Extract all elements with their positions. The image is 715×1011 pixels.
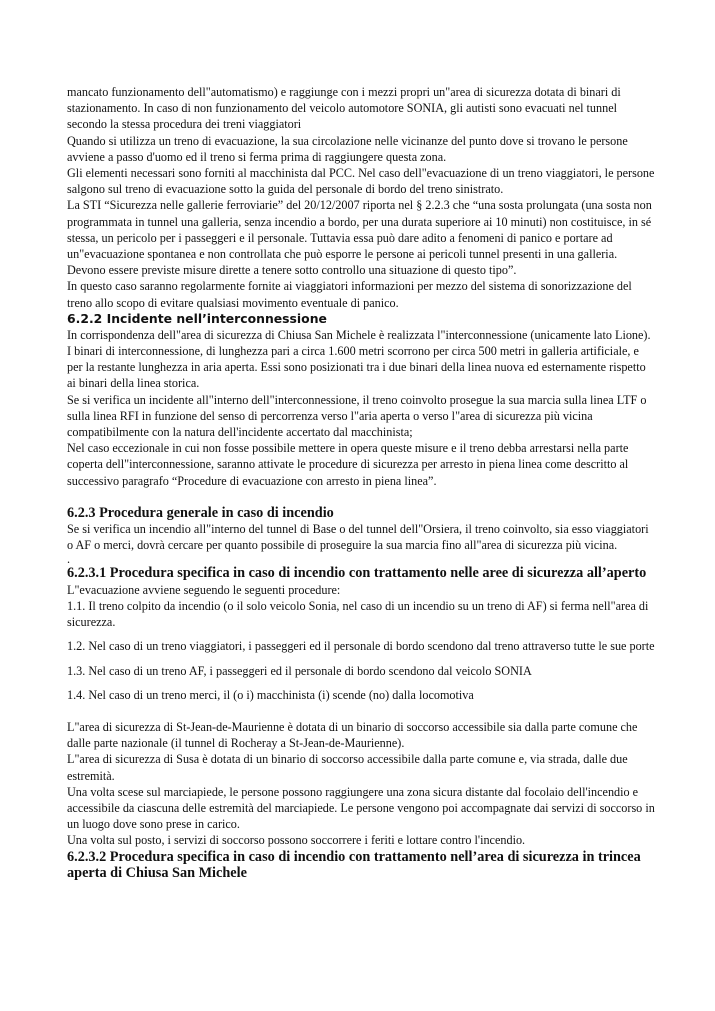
paragraph: In corrispondenza dell"area di sicurezza di Chiusa San Michele è realizzata l"interconnessione (unicamente lato Lione). I binari di interconnessione, di lunghezza pari a circa 1.600 metri scorrono per circa 500 metri in galleria artificiale, e per la restante lunghezza in aria aperta. Essi sono posizionati tra i due binari della linea nuova ed esternamente rispetto ai binari della linea storica.	[67, 327, 651, 391]
paragraph: Nel caso eccezionale in cui non fosse possibile mettere in opera queste misure e il treno debba arrestarsi nella parte coperta dell"interconnessione, saranno attivate le procedure di sicurezza per arresto in piena linea come descritto al successivo paragrafo “Procedure di evacuazione con arresto in piena linea”.	[67, 441, 629, 488]
paragraph: Se si verifica un incidente all"interno dell"interconnessione, il treno coinvolto prosegue la sua marcia sulla linea LTF o sulla linea RFI in funzione del senso di percorrenza verso l"aria aperta o verso l"area di sicurezza più vicina compatibilmente con la natura dell'incidente accertato dal macchinista;	[67, 392, 647, 440]
document-page	[67, 84, 657, 881]
spacer	[67, 655, 657, 663]
paragraph: L"area di sicurezza di Susa è dotata di un binario di soccorso accessibile dalla parte comune e, via strada, dalle due estremità.	[67, 752, 628, 783]
paragraph: Gli elementi necessari sono forniti al macchinista dal PCC. Nel caso dell"evacuazione di un treno viaggiatori, le persone salgono sul treno di evacuazione sotto la guida del personale di bordo del treno sinistrato.	[67, 166, 655, 197]
paragraph: Quando si utilizza un treno di evacuazione, la sua circolazione nelle vicinanze del punto dove si trovano le persone avviene a passo d'uomo ed il treno si ferma prima di raggiungere questa zona.	[67, 133, 628, 164]
spacer	[67, 489, 657, 505]
stray-dot: .	[67, 552, 71, 567]
list-item: 1.4. Nel caso di un treno merci, il (o i) macchinista (i) scende (no) dalla locomotiva	[67, 687, 474, 702]
spacer	[67, 679, 657, 687]
section-heading-6-2-3-2: 6.2.3.2 Procedura specifica in caso di incendio con trattamento nell’area di sicurezza in trincea aperta di Chiusa San Michele	[67, 848, 641, 881]
paragraph: Una volta sul posto, i servizi di soccorso possono soccorrere i feriti e lottare contro l'incendio.	[67, 833, 526, 848]
section-heading-6-2-2: 6.2.2 Incidente nell’interconnessione	[67, 310, 327, 326]
paragraph: La STI “Sicurezza nelle gallerie ferroviarie” del 20/12/2007 riporta nel § 2.2.3 che “una sosta prolungata (una sosta non programmata in tunnel una galleria, senza incendio a bordo, per una durata superiore ai 10 minuti) non costituisce, in sé stessa, un pericolo per i passeggeri e il personale. Tuttavia essa può dare adito a fenomeni di panico e portare ad un"evacuazione spontanea e non controllata che può esporre le persone ai pericoli tunnel presenti in una galleria. Devono essere previste misure dirette a tenere sotto controllo una situazione di questo tipo”.	[67, 198, 652, 278]
paragraph: Una volta scese sul marciapiede, le persone possono raggiungere una zona sicura distante dal focolaio dell'incendio e accessibile da ciascuna delle estremità del marciapiede. Le persone vengono poi accompagnate dai servizi di soccorso in un luogo dove sono prese in carico.	[67, 784, 655, 832]
list-item: 1.1. Il treno colpito da incendio (o il solo veicolo Sonia, nel caso di un incendio su un treno di AF) si ferma nell"area di sicurezza.	[67, 598, 649, 630]
paragraph: L"area di sicurezza di St-Jean-de-Maurienne è dotata di un binario di soccorso accessibile sia dalla parte comune che dalle parte nazionale (il tunnel di Rocheray a St-Jean-de-Maurienne).	[67, 719, 638, 751]
spacer	[67, 630, 657, 638]
paragraph: In questo caso saranno regolarmente fornite ai viaggiatori informazioni per mezzo del sistema di sonorizzazione del treno allo scopo di evitare qualsiasi movimento eventuale di panico.	[67, 279, 632, 310]
section-heading-6-2-3: 6.2.3 Procedura generale in caso di incendio	[67, 504, 334, 521]
spacer	[67, 703, 657, 719]
section-heading-6-2-3-1: 6.2.3.1 Procedura specifica in caso di incendio con trattamento nelle aree di sicurezza all’aperto	[67, 565, 647, 582]
paragraph: Se si verifica un incendio all"interno del tunnel di Base o del tunnel dell"Orsiera, il treno coinvolto, sia esso viaggiatori o AF o merci, dovrà cercare per quanto possibile di proseguire la sua marcia fino all"area di sicurezza più vicina.	[67, 522, 649, 553]
list-item: 1.3. Nel caso di un treno AF, i passeggeri ed il personale di bordo scendono dal veicolo SONIA	[67, 663, 532, 678]
paragraph: L"evacuazione avviene seguendo le seguenti procedure:	[67, 582, 341, 597]
list-item: 1.2. Nel caso di un treno viaggiatori, i passeggeri ed il personale di bordo scendono dal treno attraverso tutte le sue porte	[67, 639, 655, 654]
paragraph: mancato funzionamento dell"automatismo) e raggiunge con i mezzi propri un"area di sicurezza dotata di binari di stazionamento. In caso di non funzionamento del veicolo automotore SONIA, gli autisti sono evacuati nel tunnel secondo la stessa procedura dei treni viaggiatori	[67, 85, 621, 132]
